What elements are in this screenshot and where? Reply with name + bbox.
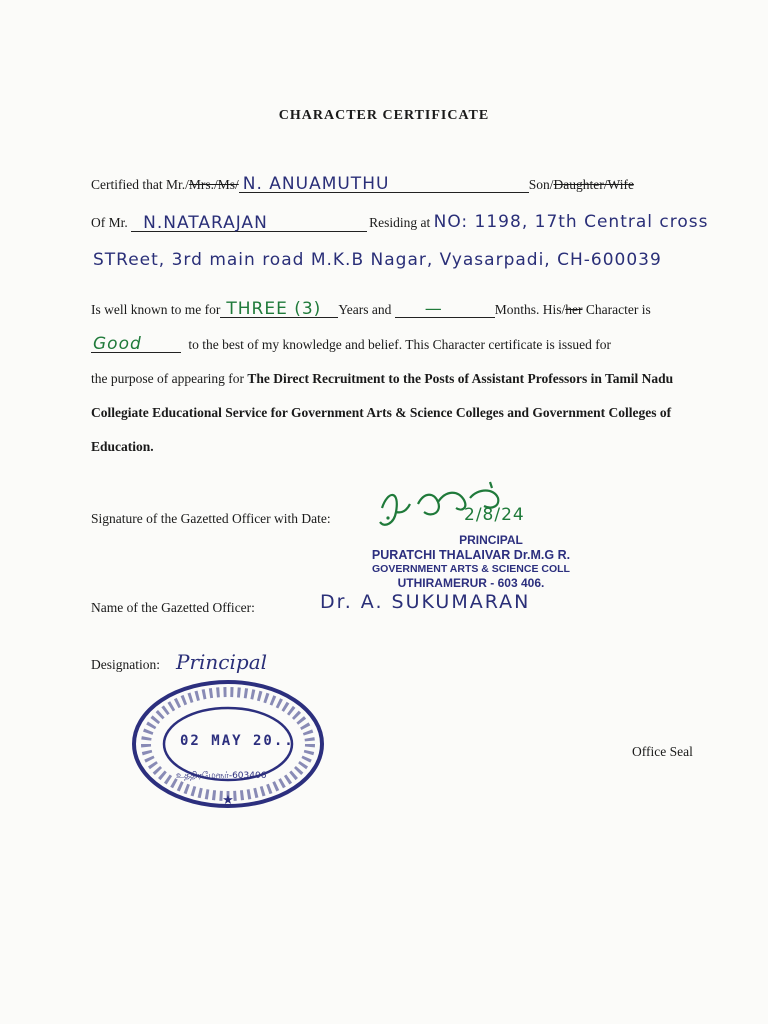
residing-label: Residing at xyxy=(369,215,431,230)
father-name: N.NATARAJAN xyxy=(143,213,268,233)
principal-stamp-line-4: UTHIRAMERUR - 603 406. xyxy=(397,576,545,590)
character-blank xyxy=(91,336,181,353)
principal-stamp-line-1: PRINCIPAL xyxy=(459,533,523,547)
certified-line xyxy=(91,176,634,193)
candidate-name: N. ANUAMUTHU xyxy=(242,174,390,194)
purpose-bold-text: The Direct Recruitment to the Posts of Assistant Professors in Tamil Nadu Collegiate Educational Service for Government Arts & Science Colleges and Government Colleges of Education. xyxy=(91,371,674,454)
years-label: Years and xyxy=(338,302,392,317)
page-title: CHARACTER CERTIFICATE xyxy=(278,108,490,123)
designation-value: Principal xyxy=(176,650,268,674)
seal-bottom-text: உத்திரமேரூர்-603406 xyxy=(176,771,267,781)
struck-daughter-wife: Daughter/Wife xyxy=(553,177,634,192)
principal-stamp-line-2: PURATCHI THALAIVAR Dr.M.G R. xyxy=(371,548,571,562)
purpose-intro: the purpose of appearing for xyxy=(91,371,244,386)
struck-mrs-ms: Mrs./Ms/ xyxy=(188,177,239,192)
known-prefix: Is well known to me for xyxy=(91,302,221,317)
certified-prefix: Certified that Mr./ xyxy=(91,177,189,192)
officer-name: Dr. A. SUKUMARAN xyxy=(320,591,531,613)
signature-date: 2/8/24 xyxy=(464,505,525,525)
purpose-paragraph xyxy=(91,362,703,464)
character-value: Good xyxy=(93,334,142,354)
address-line-1: NO: 1198, 17th Central cross xyxy=(433,212,709,232)
principal-stamp xyxy=(346,533,596,590)
father-name-blank xyxy=(131,215,367,232)
years-blank xyxy=(220,301,338,318)
struck-her: her xyxy=(565,302,583,317)
months-value: — xyxy=(424,299,443,319)
months-label: Months. His/ xyxy=(494,302,566,317)
designation-label: Designation: xyxy=(91,657,160,672)
years-value: THREE (3) xyxy=(226,299,322,319)
svg-text:★: ★ xyxy=(222,793,234,808)
office-seal-label: Office Seal xyxy=(632,744,693,759)
address-line-2: STReet, 3rd main road M.K.B Nagar, Vyasarpadi, CH-600039 xyxy=(93,250,662,270)
of-mr-label: Of Mr. xyxy=(91,215,128,230)
principal-stamp-line-3: GOVERNMENT ARTS & SCIENCE COLL xyxy=(372,563,570,575)
known-period-line xyxy=(91,301,651,318)
father-line xyxy=(91,212,708,232)
officer-name-label: Name of the Gazetted Officer: xyxy=(91,600,255,615)
seal-date: 02 MAY 20.. xyxy=(180,733,295,749)
character-label: Character is xyxy=(585,302,651,317)
months-blank xyxy=(395,301,495,318)
signature-label: Signature of the Gazetted Officer with Date: xyxy=(91,511,331,526)
candidate-name-blank xyxy=(239,176,529,193)
character-line xyxy=(91,336,611,353)
son-label: Son/ xyxy=(528,177,554,192)
character-rest: to the best of my knowledge and belief. This Character certificate is issued for xyxy=(188,337,611,352)
